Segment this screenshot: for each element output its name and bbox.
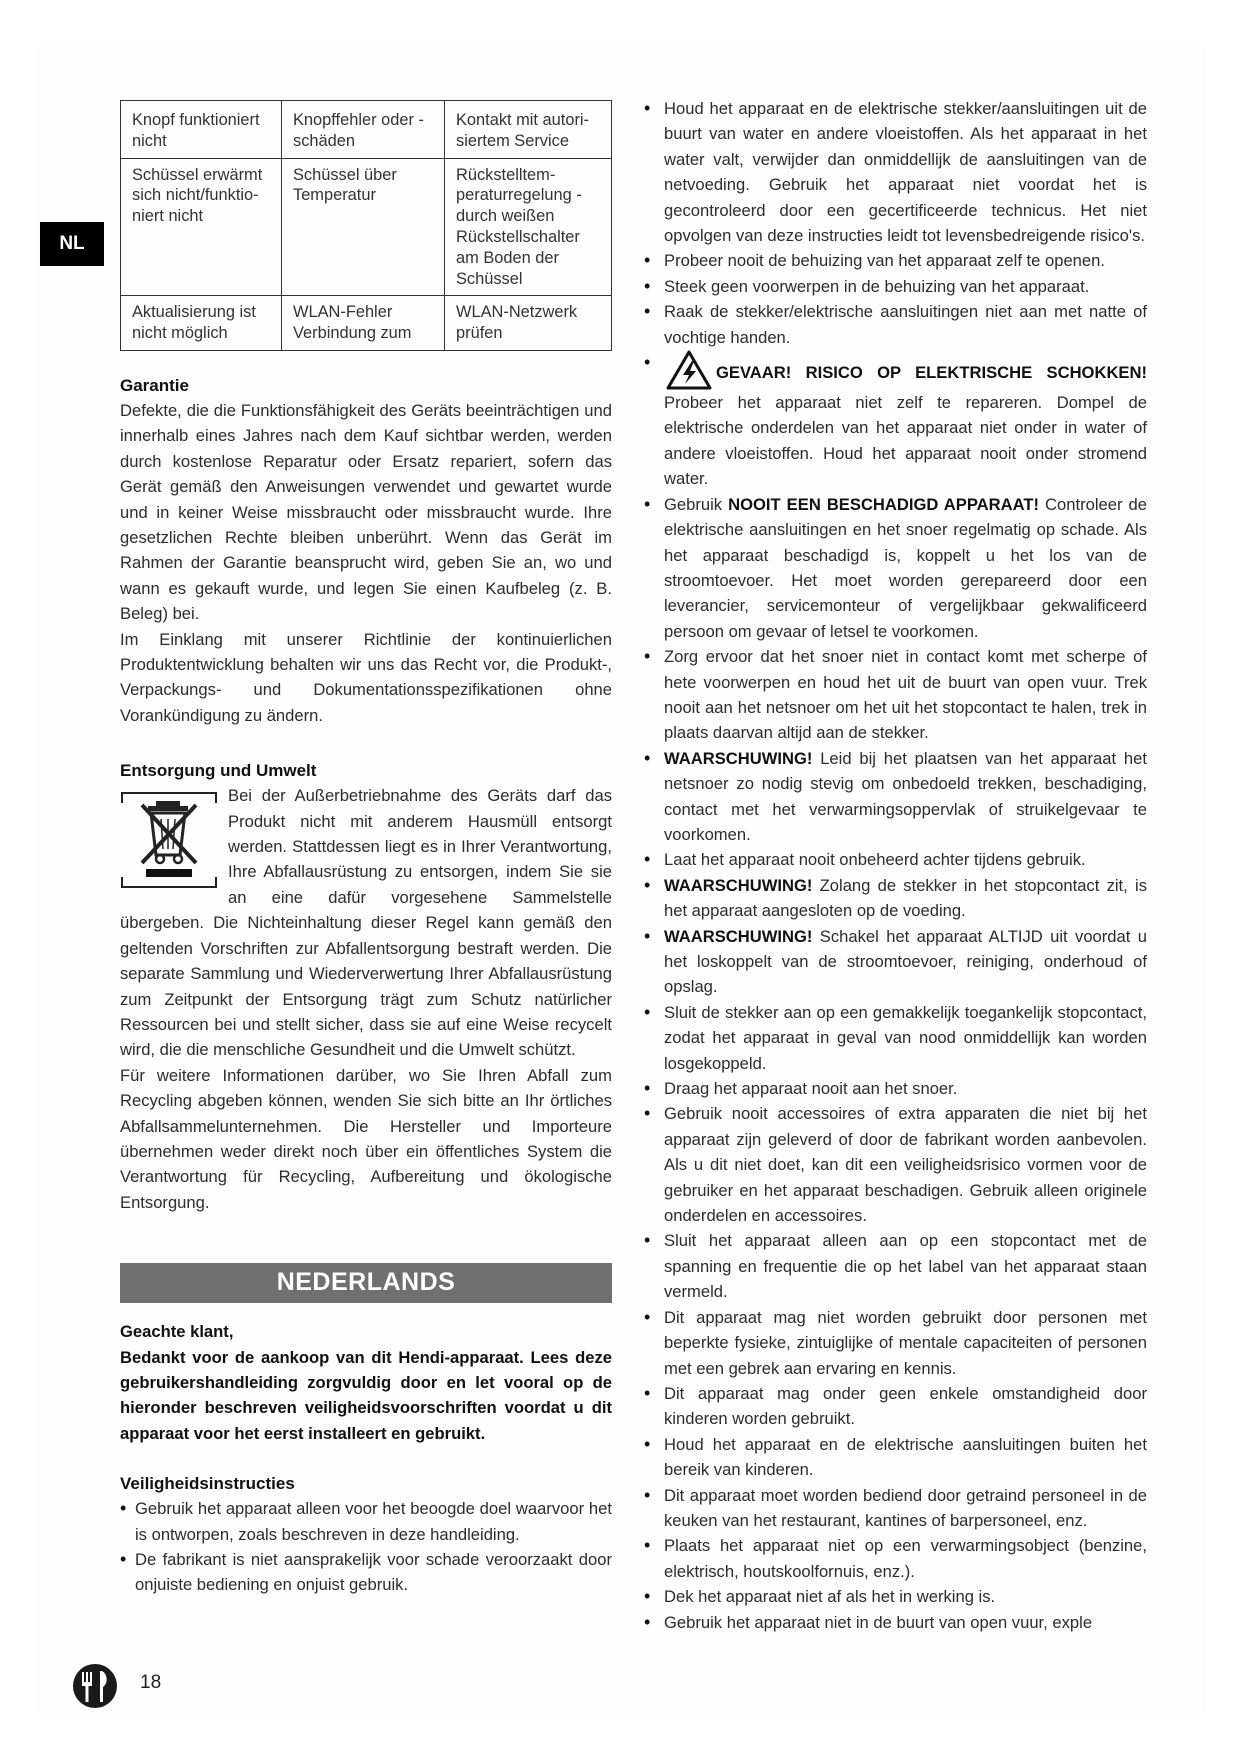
- list-item-text: Leid bij het plaatsen van het apparaat het netsnoer zo nodig stevig om onbedoeld trekken, beschadiging, contact met het verwarmingsoppervlak of struikelgevaar te voorkomen.: [664, 748, 1147, 844]
- troubleshooting-table: [120, 100, 612, 351]
- warranty-section: [120, 373, 612, 728]
- list-item: • Gebruik het apparaat niet in de buurt van open vuur, exple: [647, 1610, 1147, 1635]
- warranty-paragraph: Im Einklang mit unserer Richtlinie der kontinuierlichen Produktentwicklung behalten wir uns das Recht vor, die Produkt-, Verpackungs- und Dokumentationsspezifikationen ohne Vorankündigung zu ändern.: [120, 629, 612, 725]
- list-item: • Gebruik het apparaat alleen voor het beoogde doel waarvoor het is ontworpen, zoals beschreven in deze handleiding.: [120, 1496, 612, 1547]
- list-item: • Houd het apparaat en de elektrische aansluitingen buiten het bereik van kinderen.: [647, 1432, 1147, 1483]
- warranty-heading: Garantie: [120, 375, 189, 395]
- list-item: • Draag het apparaat nooit aan het snoer.: [647, 1076, 1147, 1101]
- table-row: [121, 101, 612, 159]
- table-cell: Schüssel erwärmt sich nicht/funktio-niert nicht: [121, 158, 282, 296]
- electric-shock-warning-icon: [666, 350, 712, 390]
- right-column: [647, 96, 1147, 1635]
- warning-keyword: WAARSCHUWING!: [664, 926, 813, 946]
- list-item: • Dit apparaat mag onder geen enkele omstandigheid door kinderen worden gebruikt.: [647, 1381, 1147, 1432]
- weee-bin-icon: [120, 789, 218, 891]
- list-item: • Dek het apparaat niet af als het in werking is.: [647, 1584, 1147, 1609]
- disposal-paragraph: Für weitere Informationen darüber, wo Sie Ihren Abfall zum Recycling abgeben können, wenden Sie sich bitte an Ihr örtliches Abfallsammelunternehmen. Die Hersteller und Importeure übernehmen weder direkt noch über ein öffentliches System die Verantwortung für Recycling, Aufbereitung und ökologische Entsorgung.: [120, 1065, 612, 1212]
- table-cell: Rückstelltem-peraturregelung - durch weißen Rückstellschalter am Boden der Schüssel: [445, 158, 612, 296]
- table-cell: WLAN-Fehler Verbindung zum: [282, 296, 445, 351]
- page-number: 18: [140, 1672, 162, 1693]
- list-item: • Gebruik nooit accessoires of extra apparaten die niet bij het apparaat zijn geleverd of door de fabrikant worden aanbevolen. Als u dit niet doet, kan dit een veiligheidsrisico vormen voor de gebruiker en het apparaat beschadigen. Gebruik alleen originele onderdelen en accessoires.: [647, 1101, 1147, 1228]
- disposal-paragraph: Bei der Außerbetriebnahme des Geräts darf das Produkt nicht mit anderem Hausmüll entsorgt werden. Stattdessen liegt es in Ihrer Verantwortung, Ihre Abfallausrüstung zu entsorgen, indem Sie sie an eine dafür vorgesehene Sammelstelle übergeben. Die Nichteinhaltung dieser Regel kann gemäß den geltenden Vorschriften zur Abfallentsorgung bestraft werden. Die separate Sammlung und Wiederverwertung Ihrer Abfallausrüstung zum Zeitpunkt der Entsorgung trägt zum Schutz natürlicher Ressourcen bei und stellt sicher, dass sie auf eine Weise recycelt wird, die die menschliche Gesundheit und die Umwelt schützt.: [120, 786, 612, 1060]
- list-item-text: Zolang de stekker in het stopcontact zit, is het apparaat aangesloten op de voeding.: [664, 875, 1147, 921]
- list-item-text: Controleer de elektrische aansluitingen en het snoer regelmatig op schade. Als het apparaat beschadigd is, koppelt u het los van de stroomtoevoer. Het moet worden gerepareerd door een leverancier, servicemonteur of vergelijkbaar gekwalificeerd persoon om gevaar of letsel te voorkomen.: [664, 494, 1147, 641]
- table-row: [121, 296, 612, 351]
- intro-section: [120, 1319, 612, 1446]
- list-item-text: Schakel het apparaat ALTIJD uit voordat u het loskoppelt van de stroomtoevoer, reiniging, onderhoud of opslag.: [664, 926, 1147, 997]
- safety-list-left: [120, 1496, 612, 1598]
- warranty-paragraph: Defekte, die die Funktionsfähigkeit des Geräts beeinträchtigen und innerhalb eines Jahres nach dem Kauf sichtbar werden, werden durch kostenlose Reparatur oder Ersatz repariert, sofern das Gerät gemäß den Anweisungen verwendet und gewartet wurde und in keiner Weise missbraucht oder missbraucht wurde. Ihre gesetzlichen Rechte bleiben unberührt. Wenn das Gerät im Rahmen der Garantie beansprucht wird, geben Sie an, wo und wann es gekauft wurde, und legen Sie einen Kaufbeleg (z. B. Beleg) bei.: [120, 400, 612, 624]
- disposal-section: [120, 758, 612, 1215]
- list-item: • De fabrikant is niet aansprakelijk voor schade veroorzaakt door onjuiste bediening en onjuist gebruik.: [120, 1547, 612, 1598]
- list-item: • Probeer nooit de behuizing van het apparaat zelf te openen.: [647, 248, 1147, 273]
- intro-text: Bedankt voor de aankoop van dit Hendi-apparaat. Lees deze gebruikershandleiding zorgvuldig door en let vooral op de hieronder beschreven veiligheidsvoorschriften voordat u dit apparaat voor het eerst installeert en gebruikt.: [120, 1347, 612, 1443]
- table-cell: Schüssel über Temperatur: [282, 158, 445, 296]
- list-item-text: Probeer het apparaat niet zelf te repareren. Dompel de elektrische onderdelen van het apparaat niet onder in water of andere vloeistoffen. Houd het apparaat nooit onder stromend water.: [664, 393, 1147, 489]
- safety-list-right: [647, 96, 1147, 1635]
- language-side-tab: NL: [40, 222, 104, 266]
- warning-keyword: WAARSCHUWING!: [664, 748, 813, 768]
- disposal-heading: Entsorgung und Umwelt: [120, 761, 317, 781]
- table-cell: WLAN-Netzwerk prüfen: [445, 296, 612, 351]
- list-item: • Steek geen voorwerpen in de behuizing van het apparaat.: [647, 274, 1147, 299]
- cutlery-logo-icon: [72, 1663, 118, 1709]
- safety-section: [120, 1471, 612, 1598]
- list-item: • Plaats het apparaat niet op een verwarmingsobject (benzine, elektrisch, houtskoolfornuis, enz.).: [647, 1533, 1147, 1584]
- list-item: • Raak de stekker/elektrische aansluitingen niet aan met natte of vochtige handen.: [647, 299, 1147, 350]
- danger-keyword: NOOIT EEN BESCHADIGD APPARAAT!: [728, 494, 1040, 514]
- list-item: [647, 924, 1147, 1000]
- list-item: • Zorg ervoor dat het snoer niet in contact komt met scherpe of hete voorwerpen en houd het uit de buurt van open vuur. Trek nooit aan het netsnoer om het uit het stopcontact te halen, trek in plaats daarvan altijd aan de stekker.: [647, 644, 1147, 746]
- left-column: [120, 100, 612, 1598]
- table-cell: Aktualisierung ist nicht möglich: [121, 296, 282, 351]
- list-item: • Laat het apparaat nooit onbeheerd achter tijdens gebruik.: [647, 847, 1147, 872]
- table-cell: Knopffehler oder -schäden: [282, 101, 445, 159]
- list-item: • Dit apparaat moet worden bediend door getraind personeel in de keuken van het restaurant, kantines of barpersoneel, enz.: [647, 1483, 1147, 1534]
- list-item: [647, 873, 1147, 924]
- danger-keyword: GEVAAR! RISICO OP ELEKTRISCHE SCHOKKEN!: [716, 363, 1147, 383]
- table-cell: Kontakt mit autori-siertem Service: [445, 101, 612, 159]
- list-item: [647, 746, 1147, 848]
- list-item: [647, 492, 1147, 644]
- greeting: Geachte klant,: [120, 1322, 234, 1342]
- list-item: • Sluit de stekker aan op een gemakkelijk toegankelijk stopcontact, zodat het apparaat in geval van nood onmiddellijk kan worden losgekoppeld.: [647, 1000, 1147, 1076]
- list-item: • Dit apparaat mag niet worden gebruikt door personen met beperkte fysieke, zintuiglijke of mentale capaciteiten of personen met een gebrek aan ervaring en kennis.: [647, 1305, 1147, 1381]
- list-item: [647, 350, 1147, 492]
- safety-heading: Veiligheidsinstructies: [120, 1474, 295, 1494]
- list-item-text: Gebruik: [664, 494, 729, 514]
- list-item: • Sluit het apparaat alleen aan op een stopcontact met de spanning en frequentie die op het label van het apparaat staan vermeld.: [647, 1228, 1147, 1304]
- language-heading-bar: NEDERLANDS: [120, 1263, 612, 1303]
- list-item: • Houd het apparaat en de elektrische stekker/aansluitingen uit de buurt van water en andere vloeistoffen. Als het apparaat in het water valt, verwijder dan onmiddellijk de aansluitingen van de netvoeding. Gebruik het apparaat niet voordat het is gecontroleerd door een gecertificeerde technicus. Het niet opvolgen van deze instructies leidt tot levensbedreigende risico's.: [647, 96, 1147, 248]
- warning-keyword: WAARSCHUWING!: [664, 875, 813, 895]
- table-row: [121, 158, 612, 296]
- table-cell: Knopf funktioniert nicht: [121, 101, 282, 159]
